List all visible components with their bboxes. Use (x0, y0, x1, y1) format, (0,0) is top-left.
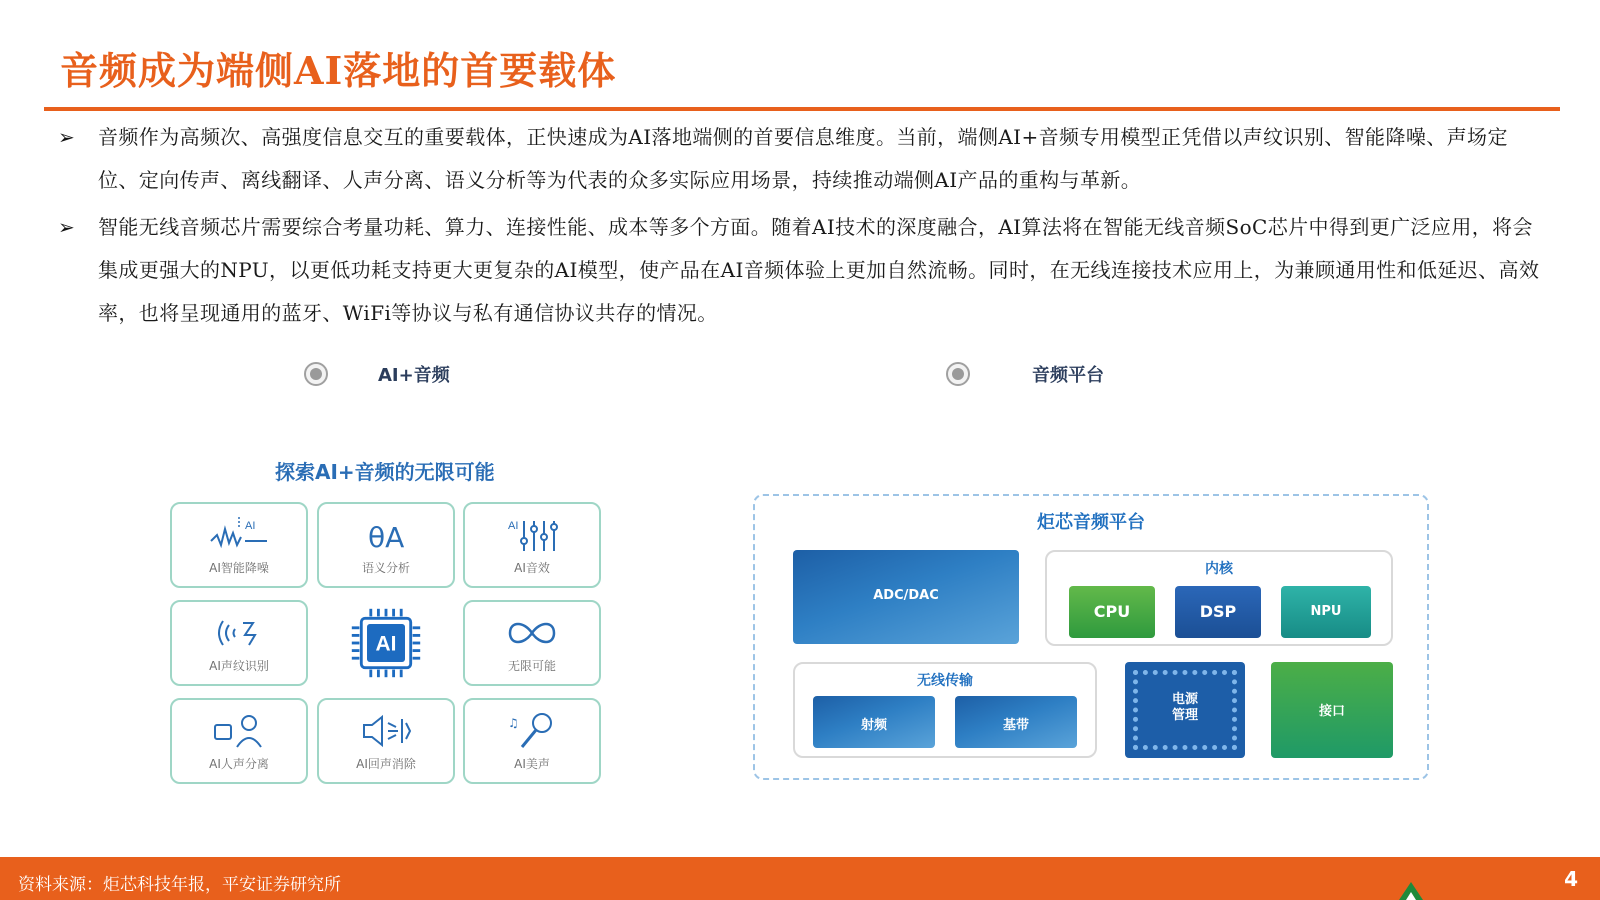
bullet-item (58, 116, 1548, 202)
baseband-block (955, 696, 1077, 748)
rf-label: 射频 (860, 718, 887, 733)
echo-cancel-icon (356, 711, 416, 751)
section-radio-ai-audio[interactable] (304, 361, 450, 387)
icon-semantic-text: θA (368, 520, 405, 554)
noise-reduction-icon (209, 515, 269, 555)
radio-icon (946, 362, 970, 386)
feature-label: AI音效 (514, 560, 550, 575)
company-logo-icon (1396, 879, 1426, 900)
audio-platform-diagram (753, 494, 1429, 780)
feature-cell-noise-reduction (170, 502, 308, 588)
ai-panel-title: 探索AI+音频的无限可能 (275, 460, 495, 484)
voiceprint-icon (209, 613, 269, 653)
feature-label: AI人声分离 (209, 756, 269, 771)
feature-cell-echo-cancel (317, 698, 455, 784)
power-management-block (1125, 662, 1245, 758)
section-label-audio-platform: 音频平台 (1032, 365, 1104, 386)
section-radio-audio-platform[interactable] (946, 361, 1104, 387)
wireless-title: 无线传输 (917, 673, 973, 689)
interface-label: 接口 (1318, 704, 1345, 719)
microphone-icon (502, 711, 562, 751)
title-divider (44, 107, 1560, 111)
core-frame (1045, 550, 1393, 646)
power-label (1125, 692, 1245, 724)
arrow-bullet-icon: ➢ (58, 215, 75, 239)
source-note: 资料来源：炬芯科技年报，平安证券研究所 (18, 875, 341, 895)
feature-cell-voiceprint (170, 600, 308, 686)
dsp-label: DSP (1199, 602, 1237, 621)
icon-ai-text: AI (508, 519, 519, 532)
feature-label: AI声纹识别 (209, 658, 269, 673)
svg-text:♫: ♫ (508, 715, 519, 730)
feature-cell-sound-effect (463, 502, 601, 588)
adc-dac-block (793, 550, 1019, 644)
npu-label: NPU (1310, 604, 1342, 619)
icon-ai-text: AI (245, 519, 256, 532)
cpu-label: CPU (1093, 602, 1131, 621)
adc-dac-label: ADC/DAC (873, 588, 939, 603)
bullet-text: 音频作为高频次、高强度信息交互的重要载体，正快速成为AI落地端侧的首要信息维度。当前，端侧AI+音频专用模型正凭借以声纹识别、智能降噪、声场定位、定向传声、离线翻译、人声分离、语义分析等为代表的众多实际应用场景，持续推动端侧AI产品的重构与革新。 (98, 125, 1508, 192)
bullet-item (58, 206, 1548, 335)
feature-cell-ai-chip (317, 600, 455, 686)
platform-title: 炬芯音频平台 (1037, 512, 1145, 533)
dsp-block (1175, 586, 1261, 638)
ai-chip-icon (348, 605, 424, 681)
feature-cell-voice-separation (170, 698, 308, 784)
baseband-label: 基带 (1002, 718, 1029, 733)
section-label-ai-audio: AI+音频 (378, 365, 450, 386)
feature-cell-infinite (463, 600, 601, 686)
semantic-analysis-icon (356, 515, 416, 555)
bullet-text: 智能无线音频芯片需要综合考量功耗、算力、连接性能、成本等多个方面。随着AI技术的深度融合，AI算法将在智能无线音频SoC芯片中得到更广泛应用，将会集成更强大的NPU，以更低功耗支持更大更复杂的AI模型，使产品在AI音频体验上更加自然流畅。同时，在无线连接技术应用上，为兼顾通用性和低延迟、高效率，也将呈现通用的蓝牙、WiFi等协议与私有通信协议共存的情况。 (98, 215, 1540, 325)
bullet-list (58, 116, 1548, 339)
infinity-icon (502, 613, 562, 653)
radio-icon (304, 362, 328, 386)
power-label-line2: 管理 (1171, 708, 1198, 723)
voice-separation-icon (209, 711, 269, 751)
feature-label: AI回声消除 (356, 756, 416, 771)
chip-ai-text: AI (375, 632, 397, 656)
rf-block (813, 696, 935, 748)
feature-label: AI智能降噪 (209, 560, 269, 575)
sound-effect-icon (502, 515, 562, 555)
cpu-block (1069, 586, 1155, 638)
npu-block (1281, 586, 1371, 638)
feature-cell-beautify-voice (463, 698, 601, 784)
feature-label: 语义分析 (361, 560, 410, 575)
feature-cell-semantic-analysis (317, 502, 455, 588)
page-number: 4 (1564, 867, 1578, 891)
footer-bar (0, 857, 1600, 900)
power-label-line1: 电源 (1171, 692, 1198, 707)
wireless-frame (793, 662, 1097, 758)
feature-label: 无限可能 (507, 658, 556, 673)
page-title: 音频成为端侧AI落地的首要载体 (60, 48, 617, 93)
core-title: 内核 (1205, 561, 1233, 577)
interface-block (1271, 662, 1393, 758)
arrow-bullet-icon: ➢ (58, 125, 75, 149)
feature-label: AI美声 (514, 756, 550, 771)
